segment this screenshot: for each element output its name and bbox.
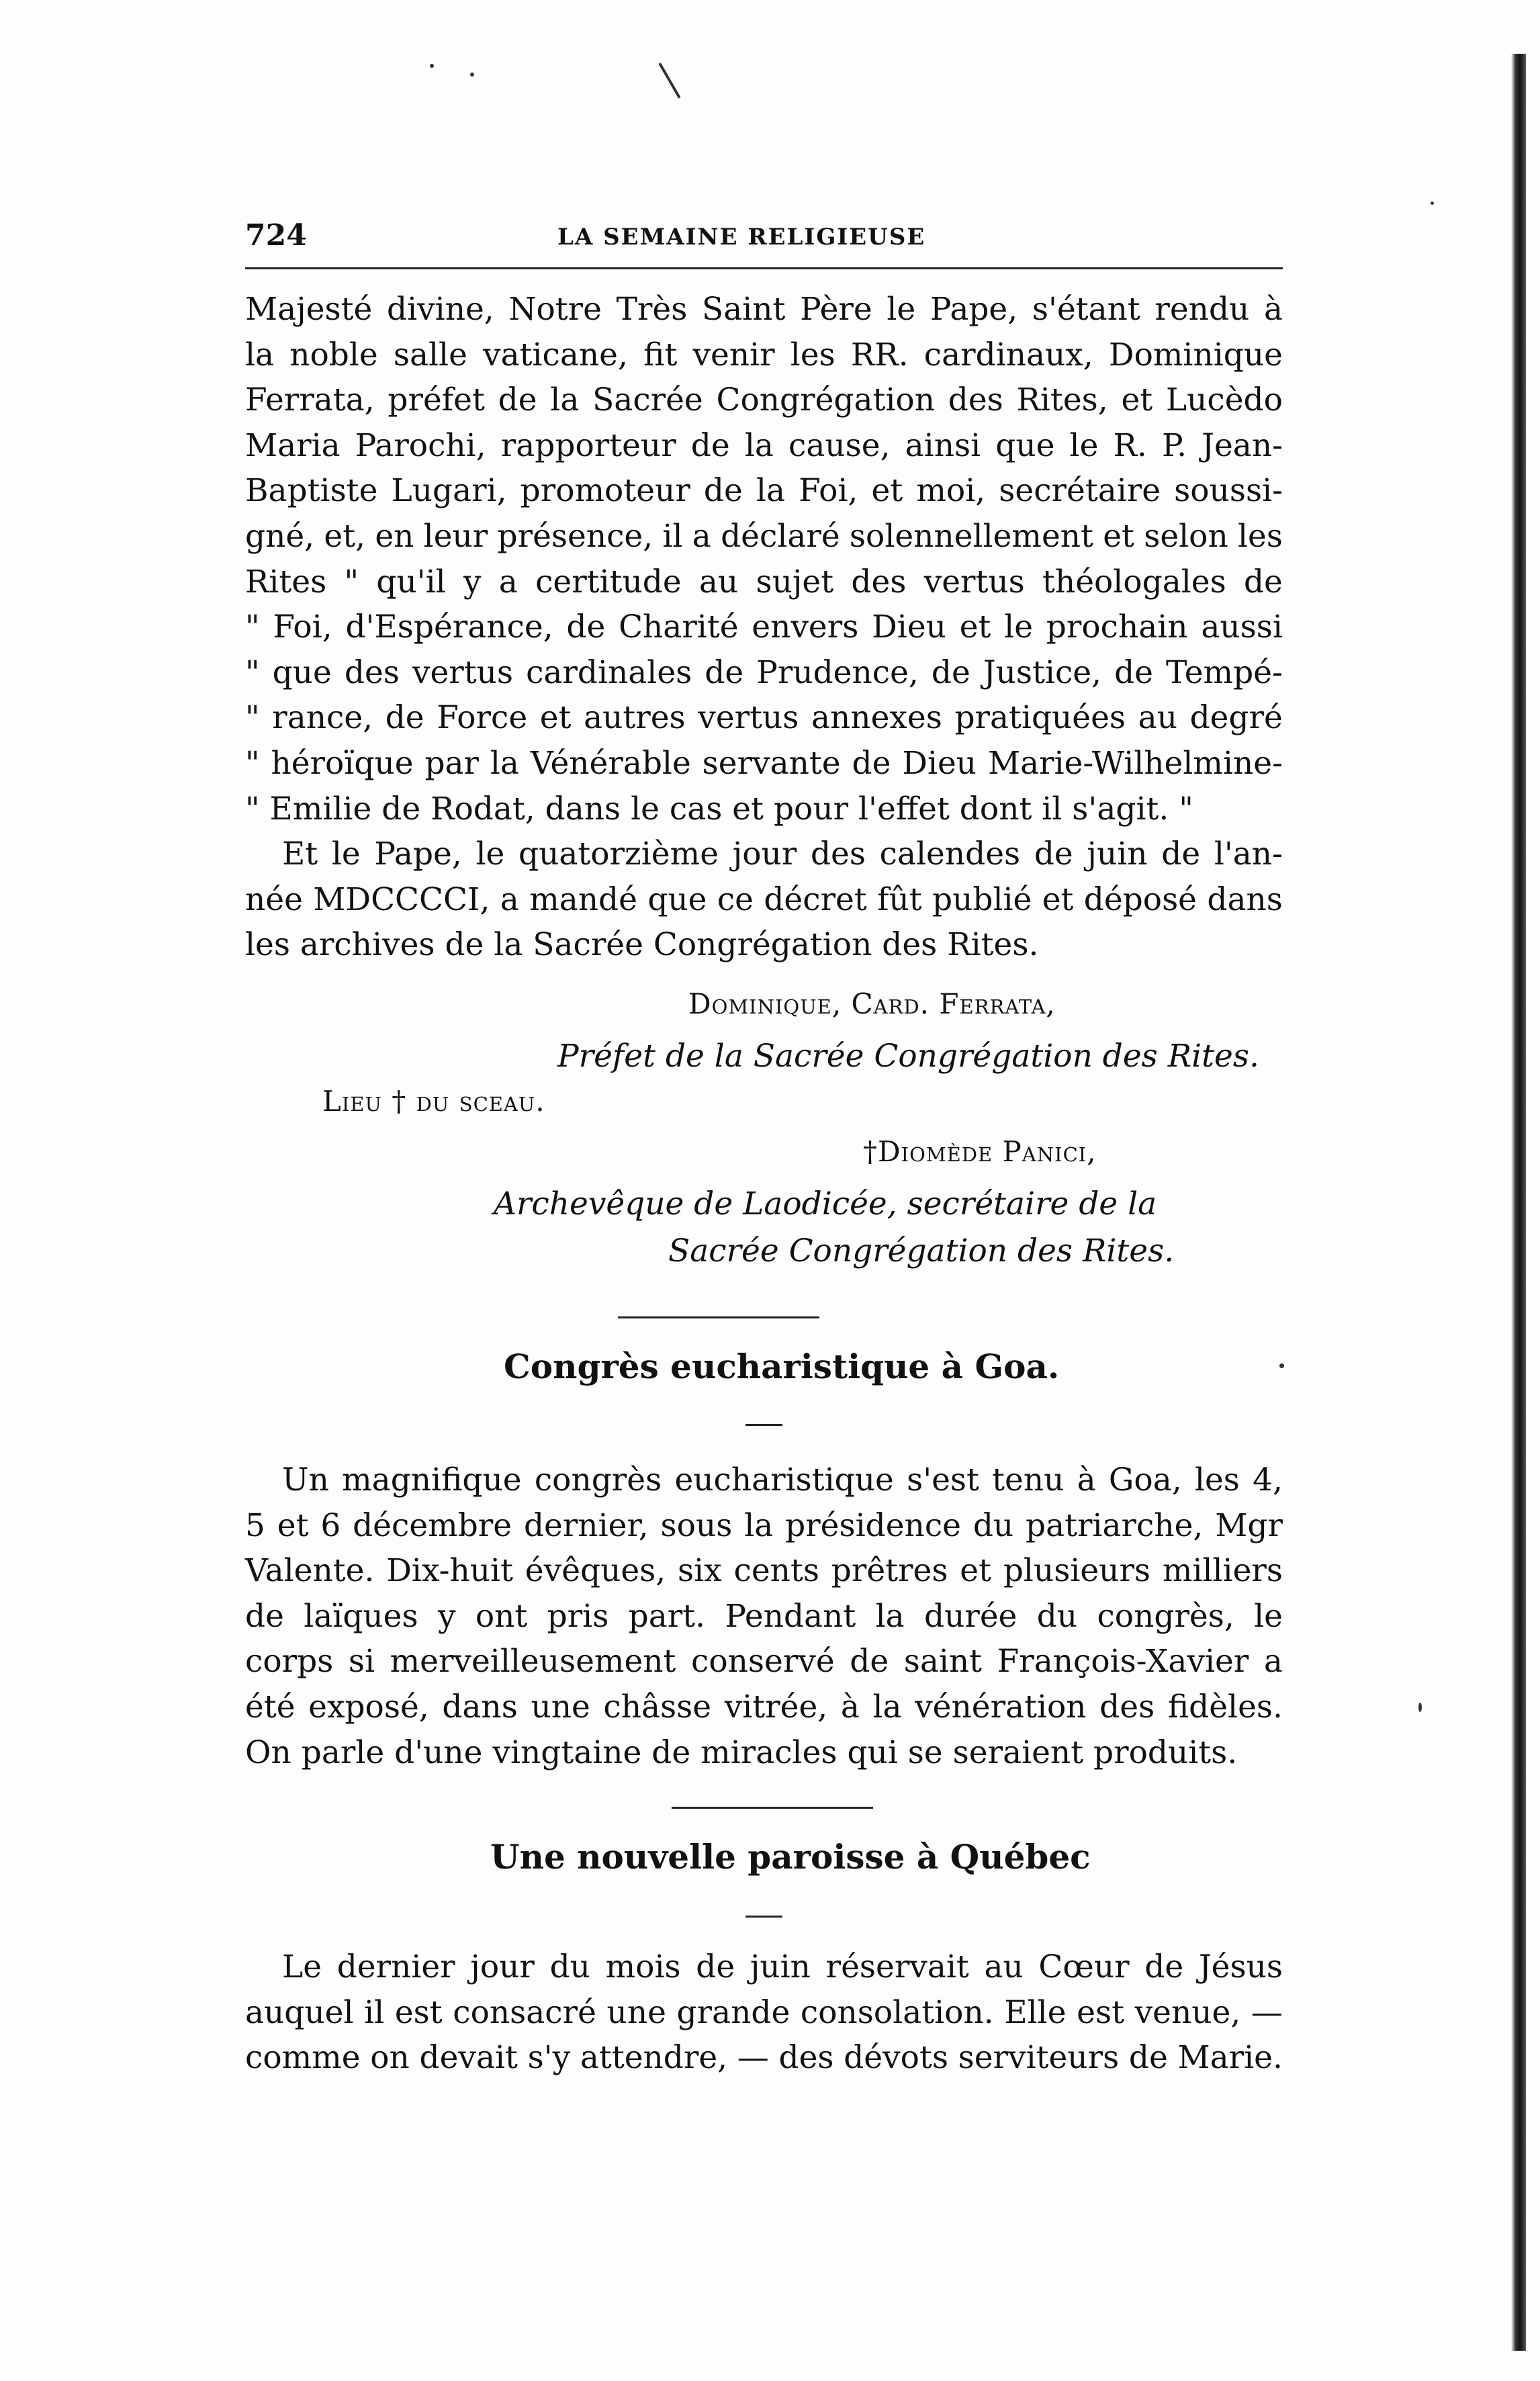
title-dash	[745, 1424, 782, 1426]
page-number: 724	[245, 218, 307, 253]
scan-speck	[1279, 1363, 1284, 1368]
decree-paragraph	[245, 287, 1283, 832]
text-line: " rance, de Force et autres vertus annexes pratiquées au degré	[245, 699, 1283, 737]
article-goa-paragraph	[245, 1457, 1283, 1775]
scan-speck	[658, 62, 680, 99]
text-line: " Foi, d'Espérance, de Charité envers Dieu et le prochain aussi	[245, 609, 1283, 646]
section-divider	[618, 1316, 819, 1318]
running-head	[245, 218, 1279, 259]
text-line: Baptiste Lugari, promoteur de la Foi, et moi, secrétaire soussi-	[245, 472, 1283, 510]
text-line: Majesté divine, Notre Très Saint Père le Pape, s'étant rendu à	[245, 291, 1283, 328]
text-line: été exposé, dans une châsse vitrée, à la vénération des fidèles.	[245, 1688, 1283, 1725]
scan-margin-shadow	[1511, 54, 1526, 2351]
section-divider	[672, 1807, 873, 1809]
text-line: auquel il est consacré une grande consolation. Elle est venue, —	[245, 1993, 1283, 2031]
text-line: Valente. Dix-huit évêques, six cents prêtres et plusieurs milliers	[245, 1552, 1283, 1590]
article-title-goa: Congrès eucharistique à Goa.	[504, 1347, 1060, 1386]
text-line: " héroïque par la Vénérable servante de Dieu Marie-Wilhelmine-	[245, 744, 1283, 782]
text-line: " Emilie de Rodat, dans le cas et pour l'effet dont il s'agit. "	[245, 790, 1193, 827]
text-line: Ferrata, préfet de la Sacrée Congrégation des Rites, et Lucèdo	[245, 381, 1283, 419]
scan-speck	[470, 73, 474, 77]
text-line: la noble salle vaticane, fit venir les RR. cardinaux, Dominique	[245, 336, 1283, 373]
text-line: " que des vertus cardinales de Prudence, de Justice, de Tempé-	[245, 654, 1283, 691]
text-line: née MDCCCCI, a mandé que ce décret fût publié et déposé dans	[245, 881, 1283, 918]
scan-speck	[430, 64, 434, 68]
text-line: On parle d'une vingtaine de miracles qui se seraient produits.	[245, 1734, 1238, 1771]
scan-speck	[1431, 201, 1434, 205]
article-quebec-paragraph	[245, 1944, 1283, 2081]
text-line: Et le Pape, le quatorzième jour des calendes de juin de l'an-	[282, 836, 1283, 872]
text-line: Rites " qu'il y a certitude au sujet des vertus théologales de	[245, 563, 1283, 600]
header-rule	[245, 267, 1283, 269]
text-line: Le dernier jour du mois de juin réservait au Cœur de Jésus	[282, 1948, 1283, 1985]
running-title: LA SEMAINE RELIGIEUSE	[557, 224, 926, 251]
title-dash	[745, 1916, 782, 1918]
text-line: Maria Parochi, rapporteur de la cause, ainsi que le R. P. Jean-	[245, 426, 1283, 464]
text-line: comme on devait s'y attendre, — des dévots serviteurs de Marie.	[245, 2039, 1283, 2077]
text-line: 5 et 6 décembre dernier, sous la présidence du patriarche, Mgr	[245, 1507, 1283, 1544]
signature-panici-name: †Diomède Panici,	[863, 1135, 1097, 1168]
scan-speck	[1418, 1703, 1422, 1712]
seal-mark: Lieu † du sceau.	[322, 1085, 545, 1118]
text-line: de laïques y ont pris part. Pendant la durée du congrès, le	[245, 1597, 1283, 1635]
signature-ferrata-name: Dominique, Card. Ferrata,	[688, 987, 1056, 1020]
text-line: les archives de la Sacrée Congrégation des Rites.	[245, 926, 1039, 964]
text-line: corps si merveilleusement conservé de saint François-Xavier a	[245, 1643, 1283, 1680]
signature-panici-title: Archevêque de Laodicée, secrétaire de la	[494, 1185, 1157, 1222]
text-line: gné, et, en leur présence, il a déclaré solennellement et selon les	[245, 517, 1283, 555]
text-line: Un magnifique congrès eucharistique s'est tenu à Goa, les 4,	[282, 1462, 1283, 1498]
signature-ferrata-title: Préfet de la Sacrée Congrégation des Rites.	[557, 1038, 1259, 1075]
article-title-quebec: Une nouvelle paroisse à Québec	[490, 1837, 1091, 1877]
signature-panici-title-cont: Sacrée Congrégation des Rites.	[668, 1232, 1175, 1269]
decree-conclusion-paragraph	[245, 832, 1283, 968]
